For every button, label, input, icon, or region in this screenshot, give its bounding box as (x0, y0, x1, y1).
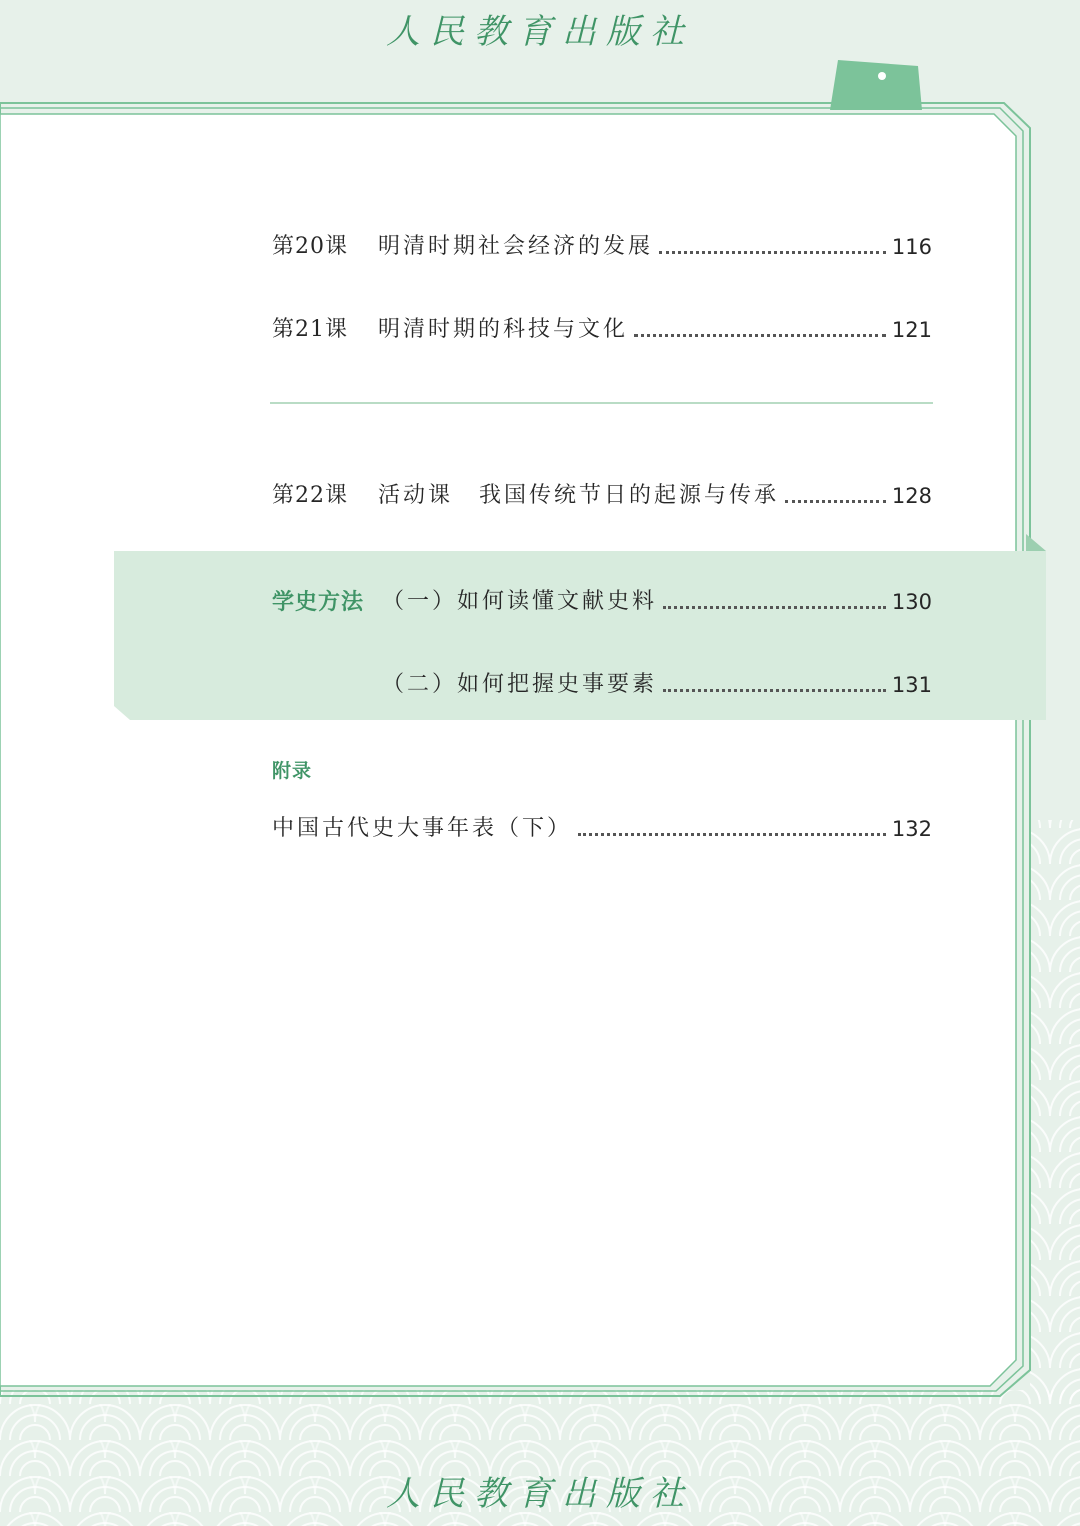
appendix-label: 附录 (272, 760, 313, 782)
method-label: 学史方法 (272, 589, 365, 615)
page-number: 116 (891, 235, 932, 259)
wave-band-right (1030, 820, 1080, 1400)
page-number: 131 (891, 673, 932, 697)
page-number: 121 (891, 318, 932, 342)
dot-leader (663, 606, 886, 609)
toc-entry-lesson-22[interactable] (272, 471, 932, 511)
dot-leader (785, 500, 886, 503)
page-number: 128 (891, 484, 932, 508)
lesson-subtitle: 我国传统节日的起源与传承 (479, 483, 780, 508)
toc-entry-appendix-1[interactable] (272, 804, 932, 844)
dot-leader (578, 833, 886, 836)
lesson-title: 明清时期社会经济的发展 (378, 234, 654, 259)
dot-leader (663, 689, 886, 692)
lesson-number: 第21课 (272, 317, 348, 342)
publisher-logo-bottom: 人民教育出版社 (386, 1474, 694, 1514)
dot-leader (659, 251, 886, 254)
tab-hole (878, 72, 886, 80)
appendix-title: 中国古代史大事年表（下） (272, 816, 573, 841)
lesson-title: 明清时期的科技与文化 (378, 317, 629, 342)
page-number: 130 (891, 590, 932, 614)
toc-entry-lesson-20[interactable] (272, 222, 932, 262)
publisher-logo-top: 人民教育出版社 (386, 12, 694, 52)
method-title: （二）如何把握史事要素 (382, 672, 658, 697)
toc-entry-method-2[interactable] (272, 660, 932, 700)
lesson-number: 第20课 (272, 234, 348, 259)
toc-entry-lesson-21[interactable] (272, 305, 932, 345)
method-title: （一）如何读懂文献史料 (382, 589, 658, 614)
lesson-number: 第22课 (272, 483, 348, 508)
page-number: 132 (891, 817, 932, 841)
dot-leader (634, 334, 886, 337)
lesson-title: 活动课 (378, 483, 454, 508)
toc-entry-method-1[interactable] (272, 577, 932, 617)
